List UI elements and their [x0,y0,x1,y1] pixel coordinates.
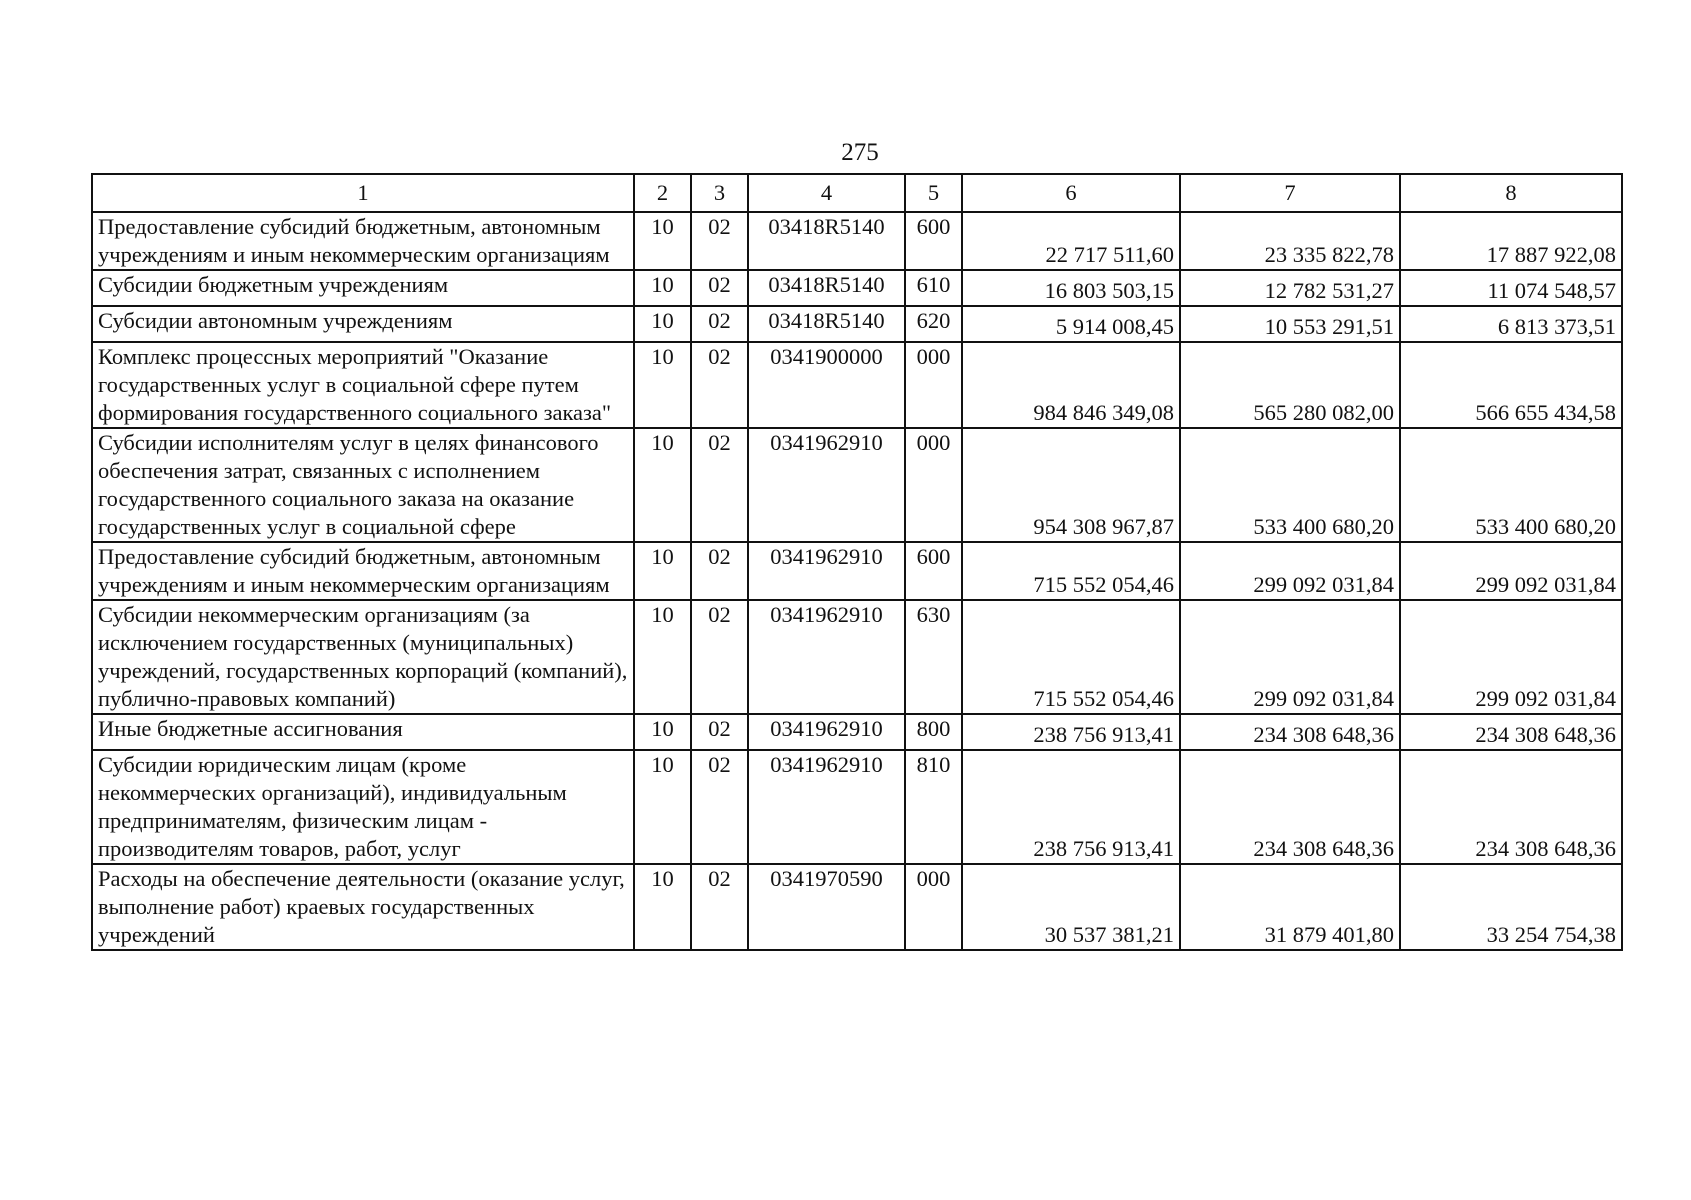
amount-col-6: 238 756 913,41 [962,714,1180,750]
amount-col-6: 16 803 503,15 [962,270,1180,306]
subsection-code: 02 [691,428,748,542]
section-code: 10 [634,306,691,342]
amount-col-8: 299 092 031,84 [1400,600,1622,714]
row-name: Комплекс процессных мероприятий "Оказание государственных услуг в социальной сфере путем формирования государственного социального заказа" [92,342,634,428]
section-code: 10 [634,542,691,600]
table-row [92,306,1622,342]
amount-col-7: 12 782 531,27 [1180,270,1400,306]
section-code: 10 [634,714,691,750]
subsection-code: 02 [691,864,748,950]
column-header: 8 [1400,174,1622,212]
target-article-code: 0341962910 [748,428,905,542]
subsection-code: 02 [691,750,748,864]
column-header: 1 [92,174,634,212]
expense-type-code: 600 [905,212,962,270]
amount-col-7: 299 092 031,84 [1180,542,1400,600]
amount-col-8: 566 655 434,58 [1400,342,1622,428]
section-code: 10 [634,270,691,306]
amount-col-7: 234 308 648,36 [1180,714,1400,750]
section-code: 10 [634,600,691,714]
row-name: Субсидии юридическим лицам (кроме некоммерческих организаций), индивидуальным предпринимателям, физическим лицам - производителям товаров, работ, услуг [92,750,634,864]
expense-type-code: 630 [905,600,962,714]
amount-col-7: 10 553 291,51 [1180,306,1400,342]
expense-type-code: 810 [905,750,962,864]
expense-type-code: 000 [905,342,962,428]
subsection-code: 02 [691,542,748,600]
column-header: 3 [691,174,748,212]
target-article-code: 03418R5140 [748,306,905,342]
section-code: 10 [634,750,691,864]
page-number: 275 [841,139,879,166]
column-header: 4 [748,174,905,212]
expense-type-code: 600 [905,542,962,600]
subsection-code: 02 [691,306,748,342]
amount-col-7: 23 335 822,78 [1180,212,1400,270]
subsection-code: 02 [691,270,748,306]
table-row [92,428,1622,542]
amount-col-8: 234 308 648,36 [1400,750,1622,864]
budget-table [91,173,1623,951]
amount-col-7: 565 280 082,00 [1180,342,1400,428]
table-row [92,600,1622,714]
target-article-code: 0341962910 [748,600,905,714]
amount-col-6: 984 846 349,08 [962,342,1180,428]
row-name: Субсидии автономным учреждениям [92,306,634,342]
expense-type-code: 610 [905,270,962,306]
table-row [92,714,1622,750]
column-header: 6 [962,174,1180,212]
amount-col-6: 715 552 054,46 [962,600,1180,714]
amount-col-6: 30 537 381,21 [962,864,1180,950]
amount-col-7: 234 308 648,36 [1180,750,1400,864]
table-row [92,342,1622,428]
section-code: 10 [634,342,691,428]
table-row [92,212,1622,270]
amount-col-6: 954 308 967,87 [962,428,1180,542]
target-article-code: 0341900000 [748,342,905,428]
amount-col-6: 5 914 008,45 [962,306,1180,342]
row-name: Субсидии некоммерческим организациям (за исключением государственных (муниципальных) учреждений, государственных корпораций (компаний), публично-правовых компаний) [92,600,634,714]
amount-col-8: 17 887 922,08 [1400,212,1622,270]
table-row [92,864,1622,950]
table-row [92,750,1622,864]
row-name: Предоставление субсидий бюджетным, автономным учреждениям и иным некоммерческим организациям [92,542,634,600]
amount-col-6: 238 756 913,41 [962,750,1180,864]
amount-col-7: 533 400 680,20 [1180,428,1400,542]
row-name: Иные бюджетные ассигнования [92,714,634,750]
amount-col-8: 299 092 031,84 [1400,542,1622,600]
subsection-code: 02 [691,600,748,714]
table-row [92,270,1622,306]
target-article-code: 03418R5140 [748,212,905,270]
expense-type-code: 000 [905,864,962,950]
target-article-code: 0341962910 [748,542,905,600]
table-row [92,542,1622,600]
column-header: 5 [905,174,962,212]
amount-col-7: 31 879 401,80 [1180,864,1400,950]
amount-col-7: 299 092 031,84 [1180,600,1400,714]
amount-col-6: 715 552 054,46 [962,542,1180,600]
expense-type-code: 620 [905,306,962,342]
amount-col-6: 22 717 511,60 [962,212,1180,270]
subsection-code: 02 [691,212,748,270]
amount-col-8: 6 813 373,51 [1400,306,1622,342]
expense-type-code: 000 [905,428,962,542]
section-code: 10 [634,864,691,950]
row-name: Субсидии бюджетным учреждениям [92,270,634,306]
amount-col-8: 234 308 648,36 [1400,714,1622,750]
target-article-code: 0341970590 [748,864,905,950]
column-header: 7 [1180,174,1400,212]
target-article-code: 03418R5140 [748,270,905,306]
section-code: 10 [634,428,691,542]
row-name: Субсидии исполнителям услуг в целях финансового обеспечения затрат, связанных с исполнением государственного социального заказа на оказание государственных услуг в социальной сфере [92,428,634,542]
row-name: Расходы на обеспечение деятельности (оказание услуг, выполнение работ) краевых государственных учреждений [92,864,634,950]
header-row [92,174,1622,212]
subsection-code: 02 [691,714,748,750]
target-article-code: 0341962910 [748,714,905,750]
row-name: Предоставление субсидий бюджетным, автономным учреждениям и иным некоммерческим организациям [92,212,634,270]
amount-col-8: 11 074 548,57 [1400,270,1622,306]
subsection-code: 02 [691,342,748,428]
target-article-code: 0341962910 [748,750,905,864]
column-header: 2 [634,174,691,212]
amount-col-8: 33 254 754,38 [1400,864,1622,950]
section-code: 10 [634,212,691,270]
expense-type-code: 800 [905,714,962,750]
amount-col-8: 533 400 680,20 [1400,428,1622,542]
